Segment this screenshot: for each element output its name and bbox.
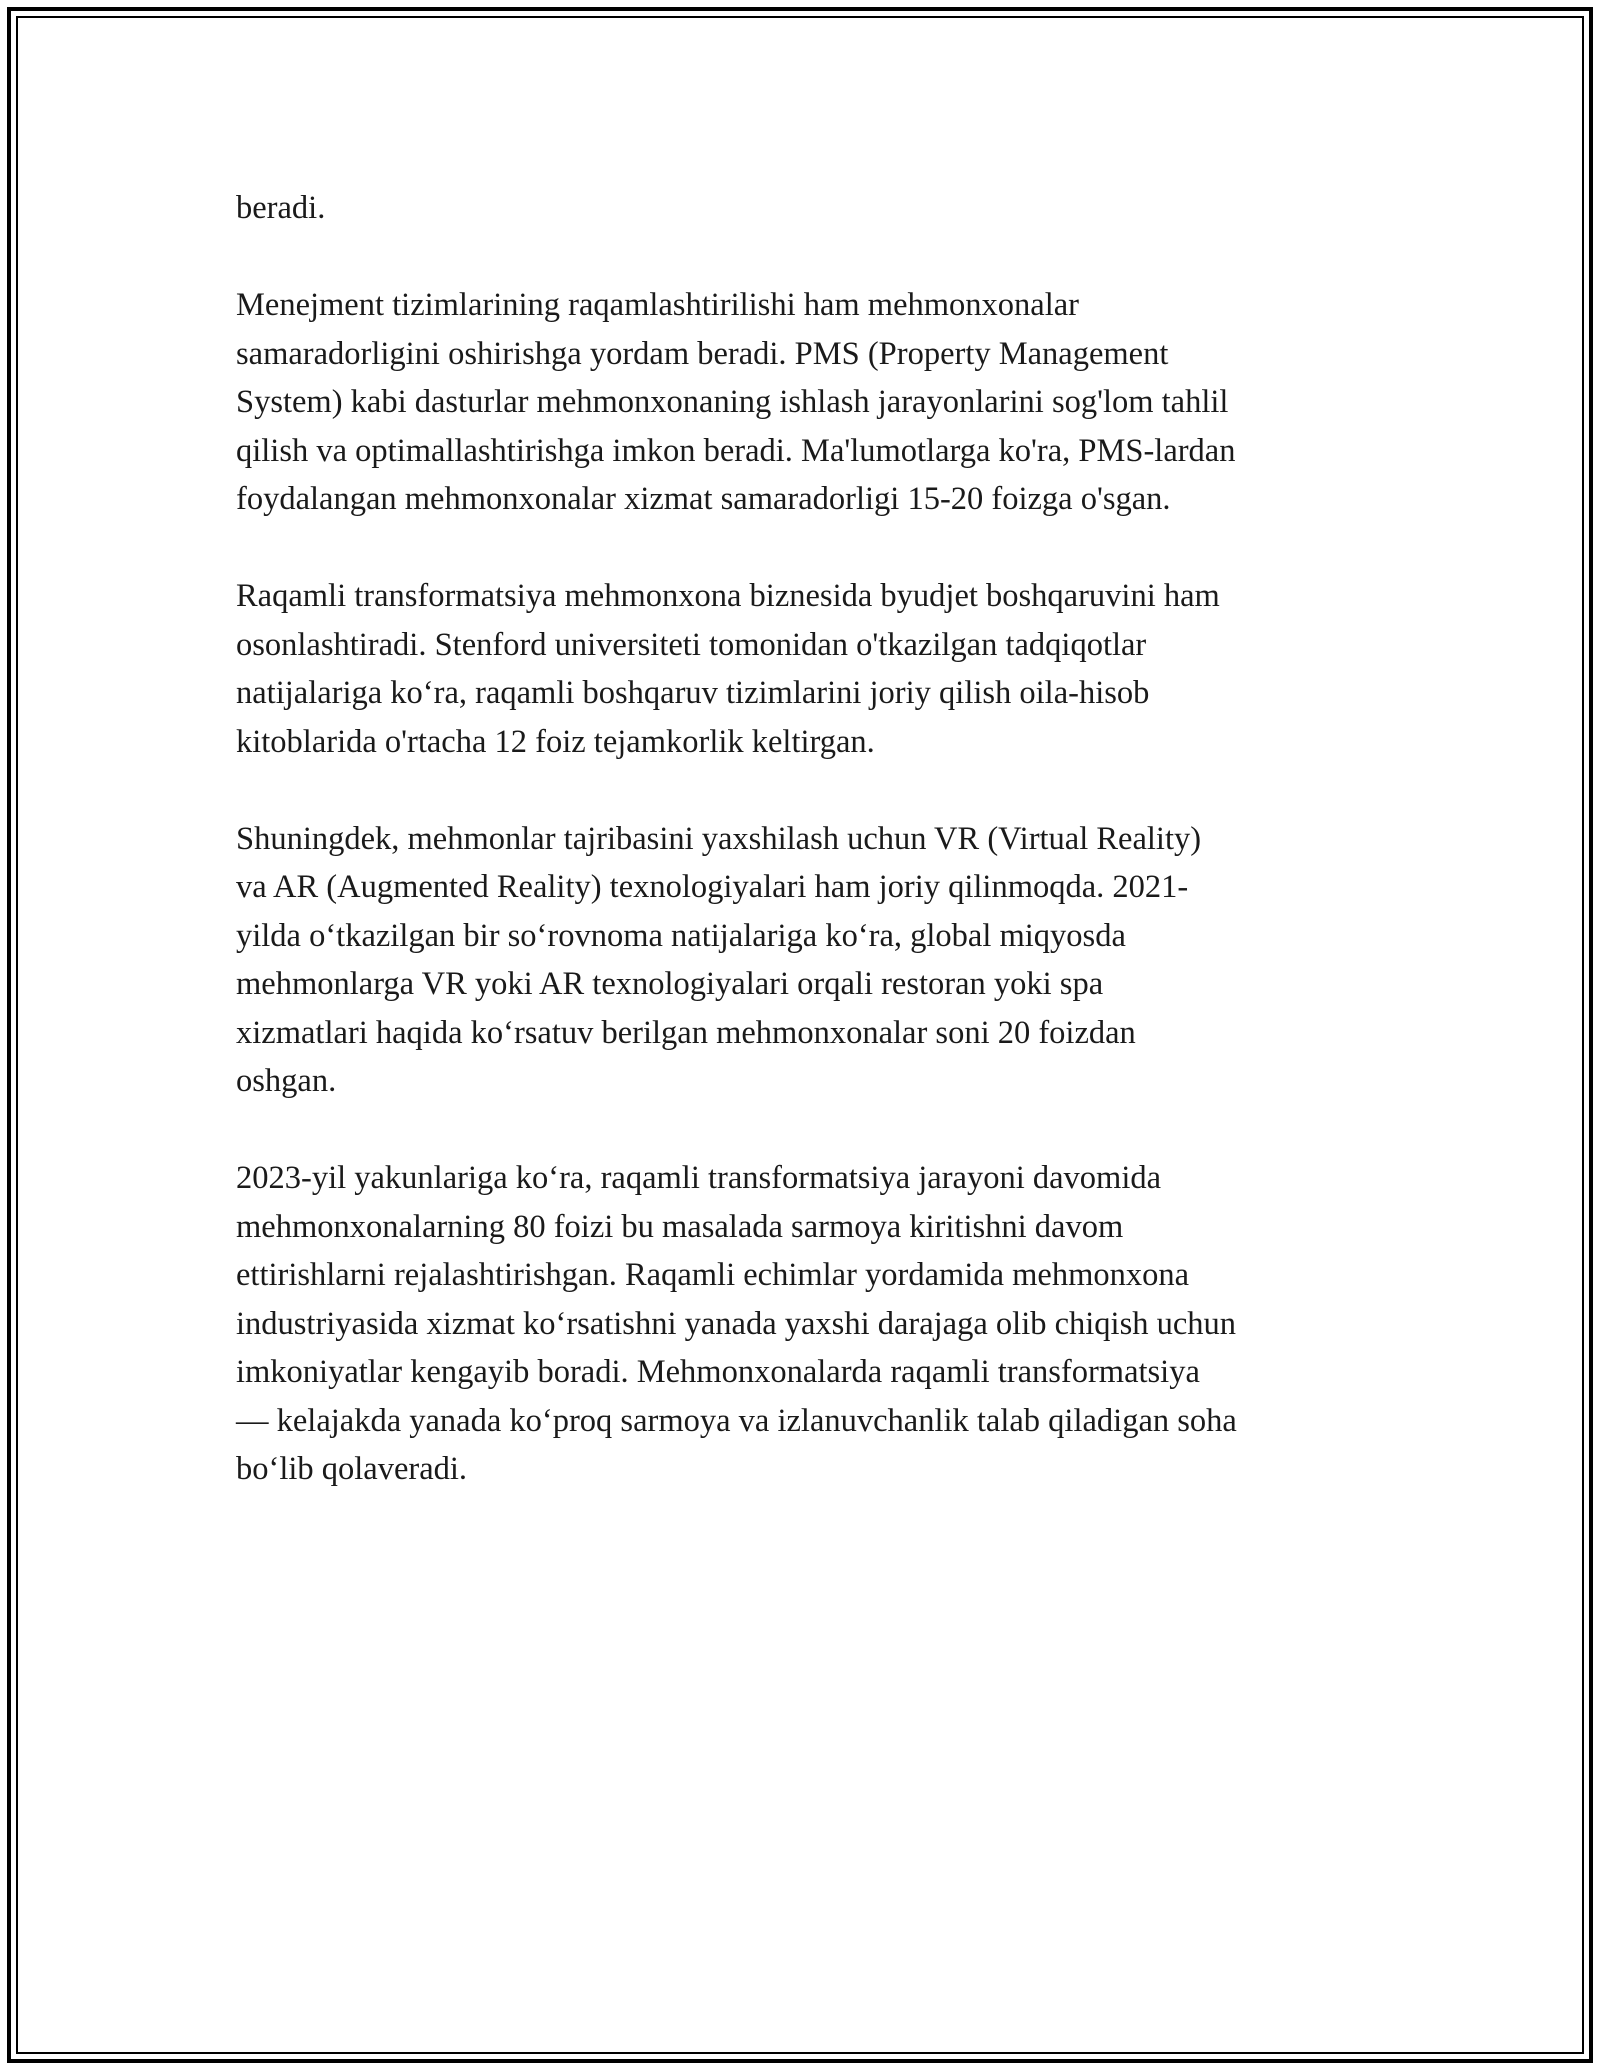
text-line: System) kabi dasturlar mehmonxonaning ishlash jarayonlarini sog'lom tahlil: [236, 384, 1229, 420]
text-line: mehmonxonalarning 80 foizi bu masalada sarmoya kiritishni davom: [236, 1208, 1124, 1245]
text-line: Menejment tizimlarining raqamlashtirilishi ham mehmonxonalar: [236, 287, 1079, 323]
text-line: bo‘lib qolaveradi.: [236, 1451, 468, 1487]
text-line: yilda o‘tkazilgan bir so‘rovnoma natijalariga ko‘ra, global miqyosda: [236, 917, 1126, 954]
text-line: beradi.: [236, 190, 326, 226]
text-line: mehmonlarga VR yoki AR texnologiyalari orqali restoran yoki spa: [236, 966, 1104, 1002]
text-line: kitoblarida o'rtacha 12 foiz tejamkorlik keltirgan.: [236, 723, 875, 760]
text-line: samaradorligini oshirishga yordam beradi. PMS (Property Management: [236, 335, 1169, 372]
text-line: Shuningdek, mehmonlar tajribasini yaxshilash uchun VR (Virtual Reality): [236, 820, 1202, 857]
paragraph-vr-ar: [236, 815, 1386, 1106]
paragraph-continuation: [236, 184, 1386, 233]
paragraph-2023-outlook: [236, 1154, 1386, 1494]
text-line: foydalangan mehmonxonalar xizmat samaradorligi 15-20 foizga o'sgan.: [236, 481, 1171, 517]
text-line: Raqamli transformatsiya mehmonxona biznesida byudjet boshqaruvini ham: [236, 578, 1220, 614]
text-line: imkoniyatlar kengayib boradi. Mehmonxonalarda raqamli transformatsiya: [236, 1354, 1200, 1390]
text-line: industriyasida xizmat ko‘rsatishni yanada yaxshi darajaga olib chiqish uchun: [236, 1305, 1237, 1342]
document-body: [236, 184, 1386, 1542]
text-line: 2023-yil yakunlariga ko‘ra, raqamli transformatsiya jarayoni davomida: [236, 1160, 1162, 1196]
text-line: va AR (Augmented Reality) texnologiyalari ham joriy qilinmoqda. 2021-: [236, 869, 1189, 905]
text-line: ettirishlarni rejalashtirishgan. Raqamli echimlar yordamida mehmonxona: [236, 1257, 1190, 1293]
text-line: natijalariga ko‘ra, raqamli boshqaruv tizimlarini joriy qilish oila-hisob: [236, 675, 1150, 711]
text-line: qilish va optimallashtirishga imkon beradi. Ma'lumotlarga ko'ra, PMS-lardan: [236, 432, 1236, 469]
text-line: oshgan.: [236, 1063, 337, 1099]
text-line: xizmatlari haqida ko‘rsatuv berilgan mehmonxonalar soni 20 foizdan: [236, 1014, 1136, 1051]
paragraph-budget: [236, 572, 1386, 766]
text-line: osonlashtiradi. Stenford universiteti tomonidan o'tkazilgan tadqiqotlar: [236, 626, 1147, 663]
paragraph-pms: [236, 281, 1386, 524]
text-line: — kelajakda yanada ko‘proq sarmoya va izlanuvchanlik talab qiladigan soha: [236, 1402, 1237, 1439]
